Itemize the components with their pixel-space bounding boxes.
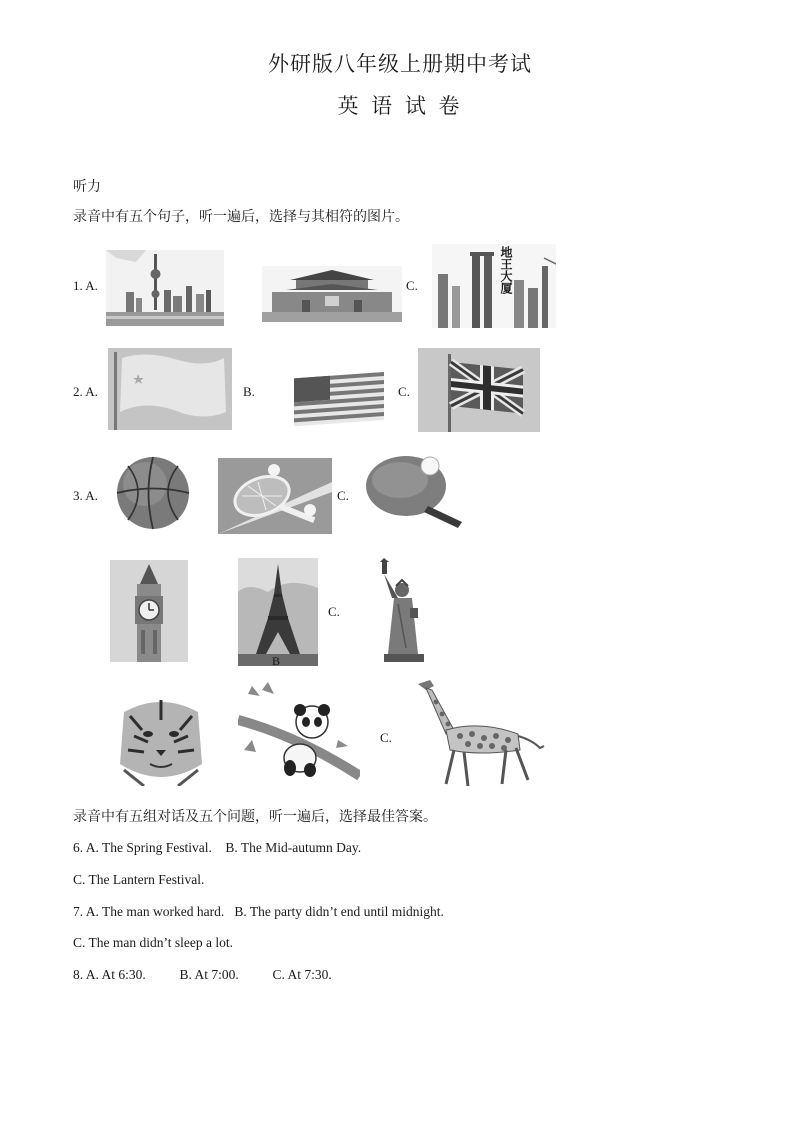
china-flag-image <box>108 348 232 430</box>
big-ben-image <box>110 560 188 662</box>
q1-label-a: 1. A. <box>73 278 98 293</box>
panda-image <box>238 680 360 788</box>
tennis-racket-image <box>218 458 332 534</box>
instruction-part2: 录音中有五组对话及五个问题，听一遍后，选择最佳答案。 <box>73 809 437 825</box>
q3-label-c: C. <box>337 488 349 503</box>
q7-line2: C. The man didn’t sleep a lot. <box>73 935 233 950</box>
tiger-image <box>114 690 208 786</box>
instruction-part1: 录音中有五个句子，听一遍后，选择与其相符的图片。 <box>73 209 409 225</box>
tiananmen-gate-image <box>262 266 402 322</box>
uk-flag-image <box>418 348 540 432</box>
q4-label-c: C. <box>328 604 340 619</box>
q3-label-a: 3. A. <box>73 488 98 503</box>
q1-label-c: C. <box>406 278 418 293</box>
statue-of-liberty-image <box>370 558 440 662</box>
exam-title: 外研版八年级上册期中考试 <box>268 52 532 76</box>
q6-line1: 6. A. The Spring Festival. B. The Mid-autumn Day. <box>73 840 362 855</box>
diwang-tower-sign: 地王大厦 <box>499 246 513 294</box>
q2-label-b: B. <box>243 384 255 399</box>
giraffe-image <box>410 676 546 790</box>
section-heading: 听力 <box>73 179 101 195</box>
eiffel-tower-image <box>238 558 318 666</box>
exam-subtitle: 英 语 试 卷 <box>337 94 463 118</box>
q5-label-c: C. <box>380 730 392 745</box>
basketball-image <box>114 454 192 532</box>
shanghai-skyline-image <box>106 250 224 326</box>
diwang-tower-image <box>432 244 556 328</box>
q2-label-c: C. <box>398 384 410 399</box>
q7-line1: 7. A. The man worked hard. B. The party didn’t end until midnight. <box>73 904 444 919</box>
q6-line2: C. The Lantern Festival. <box>73 872 205 887</box>
ping-pong-paddle-image <box>362 452 470 532</box>
q4-label-b-partial: B <box>272 654 281 666</box>
q2-label-a: 2. A. <box>73 384 98 399</box>
q8-line1: 8. A. At 6:30. B. At 7:00. C. At 7:30. <box>73 967 332 982</box>
us-flag-image <box>270 356 390 428</box>
